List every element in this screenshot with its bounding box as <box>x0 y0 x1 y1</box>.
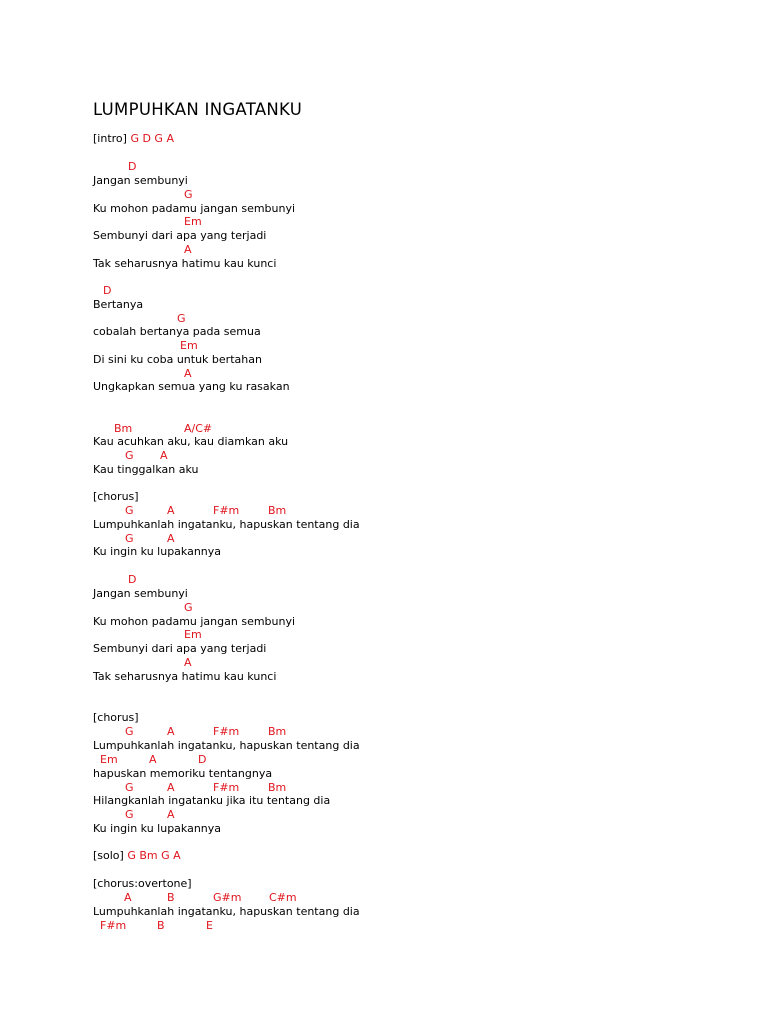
chorus-overtone-label: [chorus:overtone] <box>93 877 192 890</box>
chord: A <box>184 243 192 256</box>
chord: G <box>125 781 134 794</box>
bridge-lyric-line-2: Kau tinggalkan aku <box>93 463 199 476</box>
verse1-lyric-line-2: Ku mohon padamu jangan sembunyi <box>93 202 296 215</box>
chord: G <box>125 725 134 738</box>
chord: G <box>125 808 134 821</box>
chord: Bm <box>268 725 287 738</box>
verse2-lyric-line-3: Di sini ku coba untuk bertahan <box>93 353 262 366</box>
chord: F#m <box>213 504 240 517</box>
intro-label: [intro] <box>93 132 127 145</box>
bridge-lyric-line-1: Kau acuhkan aku, kau diamkan aku <box>93 435 289 448</box>
chord: A <box>167 808 175 821</box>
chord: G <box>125 449 134 462</box>
chord: A <box>160 449 168 462</box>
chord: D <box>198 753 207 766</box>
chorus1-label: [chorus] <box>93 490 139 503</box>
chorus2-lyric-line-3: Hilangkanlah ingatanku jika itu tentang dia <box>93 794 331 807</box>
chorus2-lyric-line-2: hapuskan memoriku tentangnya <box>93 767 273 780</box>
chord: Em <box>180 339 198 352</box>
chord: Em <box>100 753 118 766</box>
verse3-lyric-line-4: Tak seharusnya hatimu kau kunci <box>93 670 277 683</box>
chord: Em <box>184 628 202 641</box>
chord: A <box>184 656 192 669</box>
intro-line <box>93 132 174 146</box>
solo-chords: G Bm G A <box>127 849 181 862</box>
chord: D <box>128 160 137 173</box>
verse3-lyric-line-1: Jangan sembunyi <box>93 587 188 600</box>
verse1-lyric-line-3: Sembunyi dari apa yang terjadi <box>93 229 267 242</box>
chord: F#m <box>213 781 240 794</box>
chord: F#m <box>213 725 240 738</box>
chorus2-lyric-line-1: Lumpuhkanlah ingatanku, hapuskan tentang dia <box>93 739 360 752</box>
chord: A <box>167 532 175 545</box>
chord: B <box>157 919 165 932</box>
chord: D <box>103 284 112 297</box>
verse3-lyric-line-3: Sembunyi dari apa yang terjadi <box>93 642 267 655</box>
chord: E <box>206 919 213 932</box>
chord: B <box>167 891 175 904</box>
solo-label: [solo] <box>93 849 124 862</box>
chord: A <box>167 725 175 738</box>
chord: A <box>124 891 132 904</box>
chorus-overtone-lyric-line-1: Lumpuhkanlah ingatanku, hapuskan tentang dia <box>93 905 360 918</box>
chord: G <box>184 601 193 614</box>
intro-chords: G D G A <box>130 132 174 145</box>
chord: A <box>149 753 157 766</box>
chord: G <box>125 504 134 517</box>
solo-line <box>93 849 181 863</box>
verse2-lyric-line-1: Bertanya <box>93 298 144 311</box>
verse1-lyric-line-4: Tak seharusnya hatimu kau kunci <box>93 257 277 270</box>
chord: A <box>167 781 175 794</box>
chorus2-label: [chorus] <box>93 711 139 724</box>
chord: F#m <box>100 919 127 932</box>
chord: G#m <box>213 891 242 904</box>
verse3-lyric-line-2: Ku mohon padamu jangan sembunyi <box>93 615 296 628</box>
chord: Bm <box>268 504 287 517</box>
chord: A <box>167 504 175 517</box>
chord: Em <box>184 215 202 228</box>
verse1-lyric-line-1: Jangan sembunyi <box>93 174 188 187</box>
chord: A <box>184 367 192 380</box>
verse2-lyric-line-4: Ungkapkan semua yang ku rasakan <box>93 380 290 393</box>
chord: G <box>184 188 193 201</box>
verse2-lyric-line-2: cobalah bertanya pada semua <box>93 325 261 338</box>
song-title: LUMPUHKAN INGATANKU <box>93 100 303 119</box>
chord: G <box>125 532 134 545</box>
chord: A/C# <box>184 422 213 435</box>
chorus1-lyric-line-2: Ku ingin ku lupakannya <box>93 545 222 558</box>
chord: Bm <box>114 422 133 435</box>
chord: Bm <box>268 781 287 794</box>
chord: C#m <box>269 891 297 904</box>
chord: G <box>177 312 186 325</box>
chorus2-lyric-line-4: Ku ingin ku lupakannya <box>93 822 222 835</box>
chord: D <box>128 573 137 586</box>
chorus1-lyric-line-1: Lumpuhkanlah ingatanku, hapuskan tentang dia <box>93 518 360 531</box>
